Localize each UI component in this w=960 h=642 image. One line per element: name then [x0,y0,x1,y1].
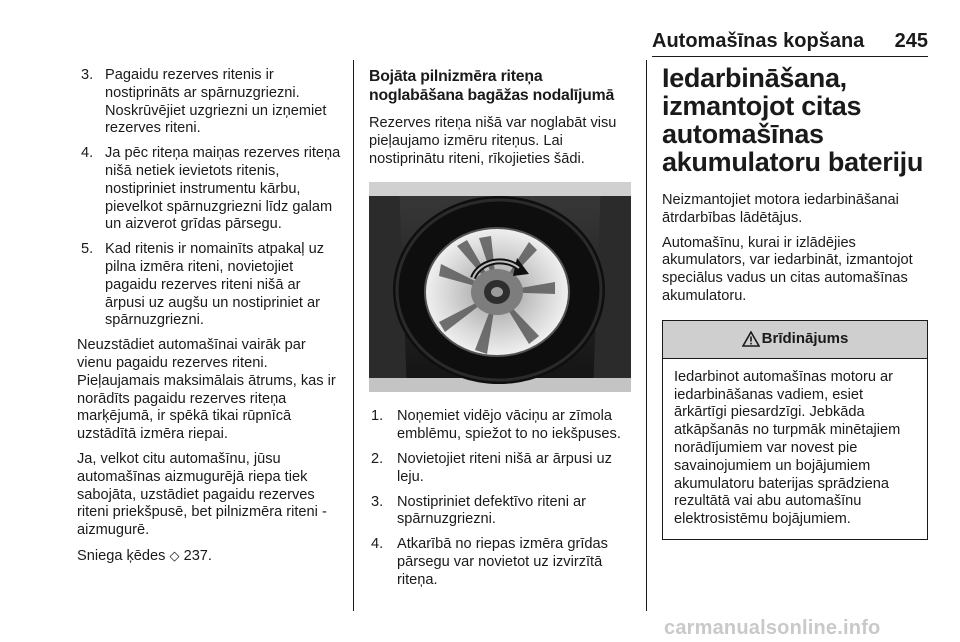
list-item [77,145,343,234]
list-text: Atkarībā no riepas izmēra grīdas pārsegu var novietot uz izvirzītā riteņa. [397,536,608,588]
list-number: 3. [371,493,384,510]
right-column [662,64,928,540]
left-column [77,67,343,573]
warning-box [662,320,928,540]
paragraph: Ja, velkot citu automašīnu, jūsu automašīnas aizmugurējā riepa tiek sabojāta, uzstādiet pagaidu rezerves riteni priekšpusē, bet pilnizmēra riteni - aizmugurē. [77,450,327,539]
list-number: 1. [371,408,384,425]
section-title: Automašīnas kopšana [652,30,865,52]
paragraph: Neuzstādiet automašīnai vairāk par vienu pagaidu rezerves riteni. Pieļaujamais maksimālais ātrums, kas ir norādīts pagaidu rezerves riteņa marķējumā, ir spēkā tikai rūpnīcā uzstādītā izmēra riepai. [77,337,336,443]
paragraph: Neizmantojiet motora iedarbināšanai ātrdarbības lādētājus. [662,192,899,226]
list-text: Noņemiet vidējo vāciņu ar zīmola emblēmu, spiežot to no iekšpuses. [397,408,621,443]
list-text: Kad ritenis ir nomainīts atpakaļ uz pilna izmēra riteni, novietojiet pagaidu rezerves riteni nišā ar ārpusi uz augšu un nostipriniet ar spārnuzgriezni. [105,241,325,329]
spare-wheel-illustration [369,182,631,392]
reference-text: Sniega ķēdes [77,547,166,564]
list-number: 4. [371,536,384,553]
list-text: Novietojiet riteni nišā ar ārpusi uz leju. [397,450,612,485]
column-divider-right [646,60,647,611]
paragraph: Automašīnu, kurai ir izlādējies akumulators, var iedarbināt, izmantojot speciālus vadus un citas automašīnas akumulatoru. [662,234,913,304]
list-item [369,536,634,589]
list-item [369,494,634,530]
column-divider-left [353,60,354,611]
reference-link[interactable]: 237. [183,547,212,564]
warning-triangle-icon [742,331,760,347]
header-rule [652,56,928,57]
list-text: Nostipriniet defektīvo riteni ar spārnuzgriezni. [397,493,586,528]
list-number: 3. [81,67,94,83]
page-header [652,30,928,54]
list-number: 2. [371,450,384,467]
cross-reference [77,547,343,566]
list-number: 5. [81,241,94,258]
list-text: Pagaidu rezerves ritenis ir nostiprināts ar spārnuzgriezni. Noskrūvējiet uzgriezni un izņemiet rezerves riteni. [105,67,327,137]
procedure-list-middle [369,408,634,589]
list-number: 4. [81,145,94,162]
list-item [77,67,343,138]
warning-header [663,321,927,359]
warning-title: Brīdinājums [761,330,849,348]
list-item [77,241,343,330]
procedure-list-left [77,67,343,330]
page-reference-icon: ◇ [169,547,180,563]
spare-wheel-photo [369,182,631,392]
watermark: carmanualsonline.info [664,617,881,639]
list-item [369,408,634,444]
middle-column [369,67,634,597]
paragraph: Rezerves riteņa nišā var noglabāt visu pieļaujamo izmēru riteņus. Lai nostiprinātu riteni, rīkojieties šādi. [369,115,617,167]
list-text: Ja pēc riteņa maiņas rezerves riteņa nišā netiek ievietots ritenis, nostipriniet instrumentu kārbu, pievelkot spārnuzgriezni līdz galam un aizverot grīdas pārsegu. [105,145,341,233]
warning-text: Iedarbinot automašīnas motoru ar iedarbināšanas vadiem, esiet ārkārtīgi piesardzīgi. Jebkāda atkāpšanās no turpmāk minētajiem norādījumiem var novest pie savainojumiem un bojājumiem akumulatoru baterijas sprādziena rezultātā vai abu automašīnu elektrosistēmu bojājumiem. [674,368,901,528]
section-heading: Iedarbināšana, izmantojot citas automašīnas akumulatoru bateriju [662,63,924,177]
list-item [369,451,634,487]
section-heading: Bojāta pilnizmēra riteņa noglabāšana bagāžas nodalījumā [369,68,615,104]
page-number: 245 [894,30,928,52]
